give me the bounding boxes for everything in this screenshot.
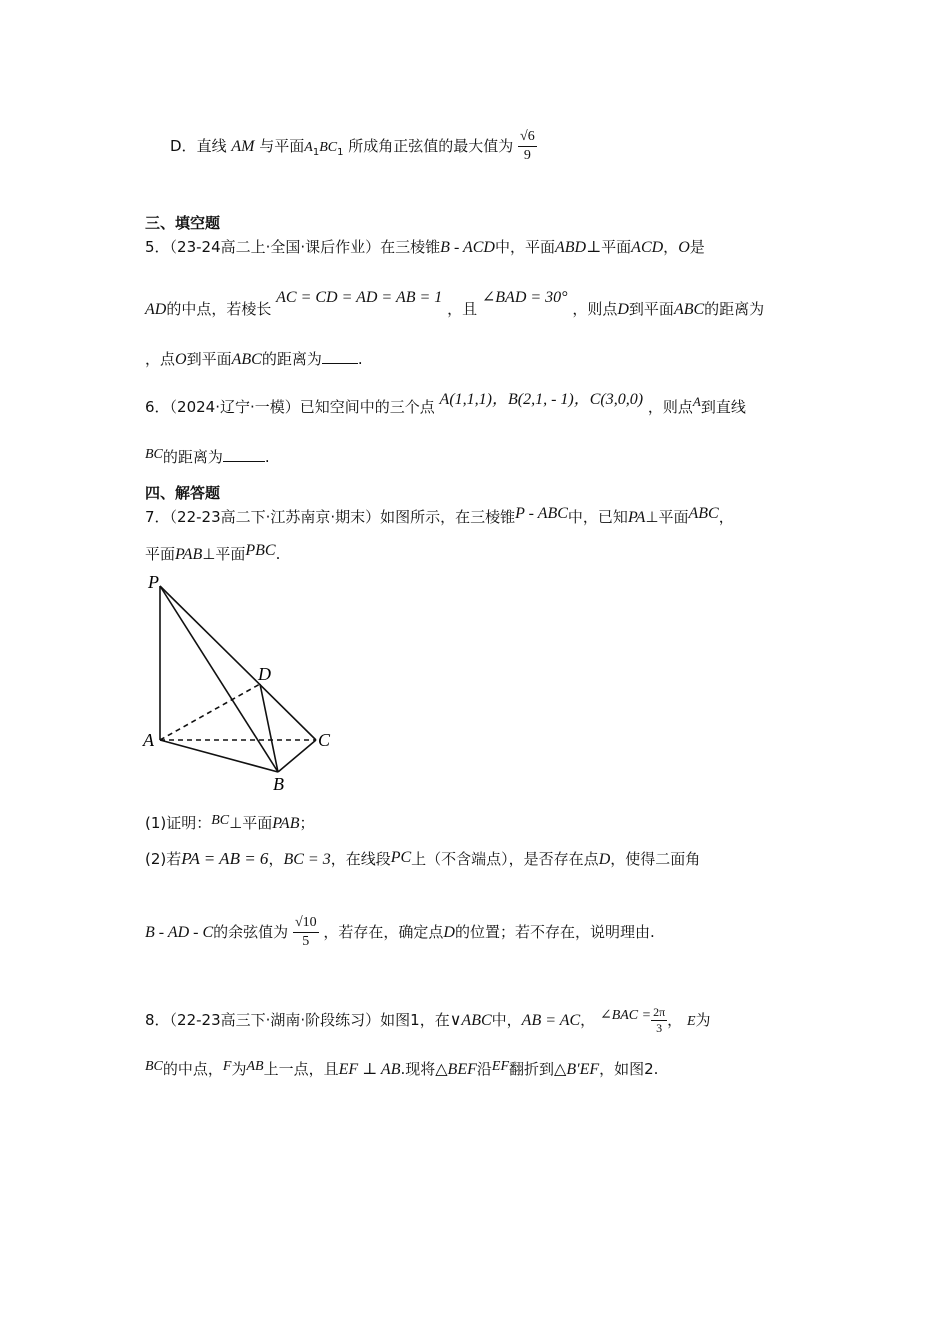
text-span: BC	[145, 1059, 163, 1074]
text-span: 的位置；若不存在，说明理由.	[454, 923, 655, 941]
text-span: D	[617, 301, 629, 318]
text-span: 的距离为	[704, 300, 765, 318]
text-span: 中，	[491, 1011, 522, 1029]
vertex-b-label: B	[273, 774, 284, 794]
text-span: ⊥平面	[202, 545, 246, 563]
text-span: 1	[312, 147, 320, 158]
text-span: 翻折到	[509, 1060, 555, 1078]
text-span: ，点	[145, 350, 176, 368]
text-span: ⊥平面	[645, 508, 689, 526]
text-span: ABD	[555, 239, 587, 256]
text-span: D	[598, 851, 611, 868]
q7-part2-line1	[145, 848, 700, 871]
text-span: 直线	[196, 137, 227, 155]
q7-line1	[145, 506, 734, 529]
text-span: 是	[689, 238, 705, 256]
text-span: A	[692, 394, 701, 409]
edge-pc	[160, 586, 316, 740]
text-span: √10	[293, 914, 319, 933]
text-span: .	[264, 448, 270, 466]
text-span: PC	[390, 849, 412, 866]
q8-fraction	[651, 1005, 667, 1036]
text-span: 到平面	[186, 350, 232, 368]
text-span: ∠BAC =	[599, 1008, 652, 1023]
text-span: .	[275, 545, 281, 563]
text-span: （22-23高二下·江苏南京·期末）如图所示，在三棱锥	[169, 508, 516, 526]
text-span: （23-24高二上·全国·课后作业）在三棱锥	[169, 238, 441, 256]
text-span: ，在线段	[330, 850, 391, 868]
text-span: 所成角正弦值的最大值为	[348, 137, 514, 155]
text-span: EF ⊥ AB	[338, 1061, 401, 1078]
q7-fraction	[293, 914, 319, 951]
text-span: 9	[523, 148, 531, 163]
option-d-fraction	[518, 128, 537, 165]
text-span: D	[443, 924, 455, 941]
text-span: 沿	[476, 1060, 492, 1078]
text-span: (2)若	[145, 850, 182, 868]
text-span: ∠BAD = 30°	[481, 289, 568, 306]
q8-line2	[145, 1058, 658, 1082]
text-span: ⊥	[586, 239, 602, 256]
text-span: 到平面	[628, 300, 674, 318]
text-span: 1	[337, 147, 344, 158]
text-span: BC = 3	[283, 851, 331, 868]
text-span: PBC	[245, 542, 276, 559]
q5-line3	[145, 348, 363, 371]
text-span: 的中点，若棱长	[166, 300, 272, 318]
text-span: 的距离为	[162, 448, 223, 466]
text-span: ，	[268, 850, 284, 868]
text-span: E	[686, 1014, 696, 1029]
text-span: ∨ABC	[449, 1012, 492, 1029]
text-span: ，使得二面角	[610, 850, 701, 868]
text-span: ，	[580, 1011, 596, 1029]
text-span: ⊥平面	[229, 814, 273, 832]
vertex-c-label: C	[318, 730, 331, 750]
q7-line2	[145, 543, 280, 566]
text-span: AB	[246, 1059, 264, 1074]
text-span: AB = AC	[521, 1012, 581, 1029]
text-span: PA = AB = 6	[181, 849, 269, 868]
text-span: ，若存在，确定点	[323, 923, 444, 941]
section-fill-in-title: 三、填空题	[145, 214, 221, 232]
text-span: BC	[145, 447, 163, 462]
text-span: ；	[299, 814, 315, 832]
text-span: B - AD - C	[145, 924, 214, 941]
q8-line1	[145, 1000, 711, 1042]
q7-tetrahedron-figure	[140, 568, 340, 798]
text-span: 5．	[145, 238, 170, 256]
text-span: 平面	[601, 238, 632, 256]
text-span: 3	[656, 1021, 663, 1035]
text-span: ABC	[688, 505, 719, 522]
q6-line1	[145, 391, 746, 419]
text-span: AM	[231, 138, 255, 155]
text-span: ，	[667, 1011, 683, 1029]
edge-ad-dashed	[160, 684, 260, 740]
text-span: 与平面	[259, 137, 305, 155]
text-span: PAB	[175, 546, 203, 563]
text-span: 2π	[653, 1005, 666, 1019]
text-span: 6．	[145, 398, 170, 416]
text-span: ABC	[231, 351, 262, 368]
text-span: 为	[231, 1060, 247, 1078]
text-span: ，则点	[647, 398, 693, 416]
vertex-p-label: P	[148, 572, 159, 592]
text-span: .现将	[400, 1060, 436, 1078]
text-span: A	[304, 140, 313, 155]
vertex-d-label: D	[258, 664, 271, 684]
text-span: 8．	[145, 1011, 170, 1029]
option-d-label: D．	[170, 137, 197, 155]
text-span: ，且	[447, 300, 478, 318]
text-span: （22-23高三下·湖南·阶段练习）如图1，在	[169, 1011, 450, 1029]
text-span: 中，平面	[494, 238, 555, 256]
text-span: 为	[695, 1011, 711, 1029]
text-span: 平面	[145, 545, 176, 563]
q5-line2	[145, 289, 765, 321]
text-span: 中，已知	[567, 508, 628, 526]
text-span: O	[175, 351, 187, 368]
text-span: 到直线	[700, 398, 746, 416]
q6-line2	[145, 446, 270, 470]
text-span: 5	[302, 934, 310, 949]
text-span: △B′EF	[554, 1061, 600, 1078]
text-span: PAB	[272, 815, 300, 832]
text-span: ，则点	[572, 300, 618, 318]
text-span: 上一点，且	[263, 1060, 339, 1078]
edge-bc	[278, 740, 316, 772]
text-span: (1)证明：	[145, 814, 212, 832]
text-span: ，如图2.	[599, 1060, 659, 1078]
text-span: △BEF	[435, 1061, 477, 1078]
text-span: ABC	[673, 301, 705, 318]
text-span: F	[222, 1059, 232, 1074]
text-span: B - ACD	[440, 239, 495, 256]
q5-answer-blank[interactable]	[322, 349, 358, 364]
section-solution-title: 四、解答题	[145, 484, 221, 502]
text-span: 7．	[145, 508, 170, 526]
text-span: BC	[319, 140, 338, 155]
text-span: P - ABC	[515, 505, 568, 522]
vertex-a-label: A	[143, 730, 154, 750]
text-span: （2024·辽宁·一模）已知空间中的三个点	[169, 398, 435, 416]
text-span: ，	[663, 238, 679, 256]
text-span: A(1,1,1)，B(2,1, - 1)，C(3,0,0)	[439, 391, 644, 408]
q7-part2-line2	[145, 912, 655, 953]
text-span: ，	[718, 508, 734, 526]
q7-part1	[145, 812, 315, 836]
text-span: BC	[211, 813, 230, 828]
text-span: ACD	[631, 239, 664, 256]
text-span: 上（不含端点），是否存在点	[411, 850, 599, 868]
text-span: √6	[518, 128, 537, 147]
text-span: 的余弦值为	[213, 923, 289, 941]
q6-answer-blank[interactable]	[223, 447, 265, 462]
text-span: AD	[145, 301, 167, 318]
text-span: PA	[627, 509, 646, 526]
q5-line1	[145, 236, 705, 259]
text-span: 的中点，	[162, 1060, 223, 1078]
text-span: O	[678, 239, 690, 256]
text-span: EF	[491, 1059, 509, 1074]
text-span: 的距离为	[261, 350, 322, 368]
text-span: AC = CD = AD = AB = 1	[276, 289, 443, 306]
text-span: .	[357, 350, 363, 368]
option-d	[170, 128, 537, 165]
